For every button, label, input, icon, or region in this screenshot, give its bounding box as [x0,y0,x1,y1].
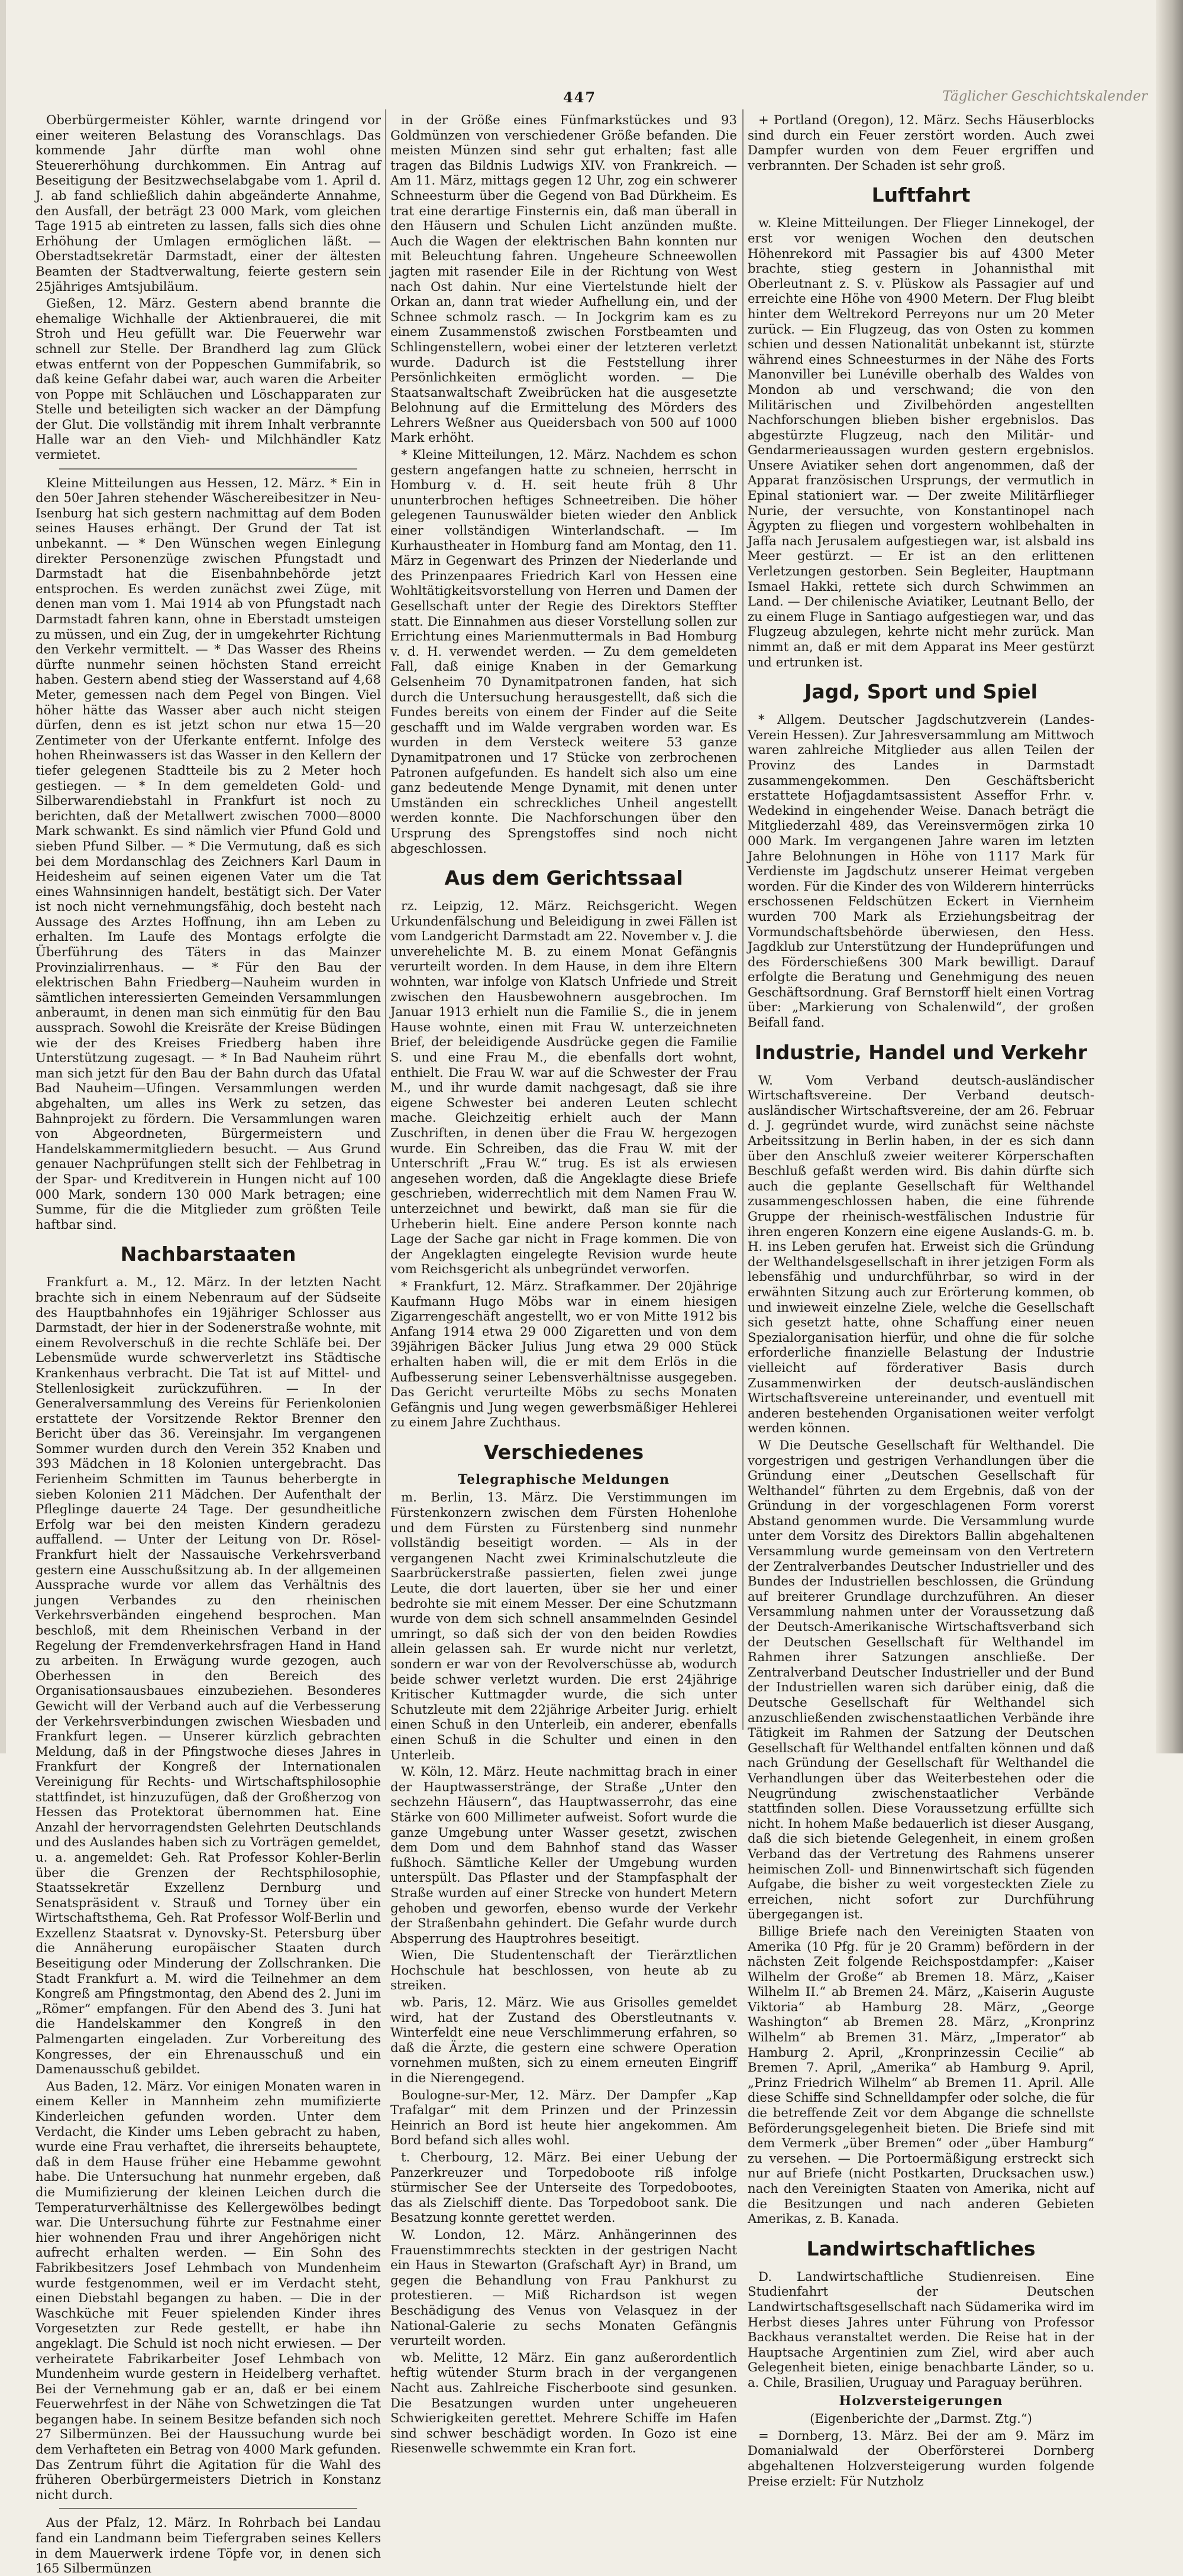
article-paragraph: * Kleine Mitteilungen, 12. März. Nachdem es schon gestern angefangen hatte zu schneien, herrscht in Homburg v. d. H. seit heute früh 8 Uhr ununterbrochen heftiges Schneetreiben. Die höher gelegenen Taunuswälder bieten wieder den Anblick einer vollständigen Winterlandschaft. — Im Kurhaustheater in Homburg fand am Montag, den 11. März in Gegenwart des Prinzen der Niederlande und des Prinzenpaares Friedrich Karl von Hessen eine Wohltätigkeitsvorstellung von Herren und Damen der Gesellschaft unter der Regie des Direktors Steffter statt. Die Einnahmen aus dieser Vorstellung sollen zur Errichtung eines Marienmuttermals in Bad Homburg v. d. H. verwendet werden. — Zu dem gemeldeten Fall, daß einige Knaben in der Gemarkung Gelsenheim 70 Dynamitpatronen fanden, hat sich durch die Untersuchung herausgestellt, daß sich die Fundes bereits von einem der Finder auf die Seite geschafft und im Walde vergraben worden war. Es wurden in dem Versteck weitere 53 ganze Dynamitpatronen und 17 Stücke von zerbrochenen Patronen aufgefunden. Es handelt sich also um eine ganz bedeutende Menge Dynamit, mit denen unter Umständen ein schreckliches Unheil angestellt werden konnte. Die Nachforschungen über den Ursprung des Sprengstoffes sind noch nicht abgeschlossen. [390,447,737,856]
column-2 [390,112,737,2456]
column-3 [748,112,1094,2488]
column-rule-2 [742,109,744,1730]
divider [59,2508,357,2509]
article-paragraph: W. Köln, 12. März. Heute nachmittag brach in einer der Hauptwasserstränge, der Straße „Unter den sechzehn Häusern“, das Hauptwasserrohr, das eine Stärke von 600 Millimeter aufweist. Sofort wurde die ganze Umgebung unter Wasser gesetzt, zwischen dem Dom und dem Bahnhof stand das Wasser fußhoch. Sämtliche Keller der Umgebung wurden unterspült. Das Pflaster und der Stampfasphalt der Straße wurden auf einer Strecke von hundert Metern gehoben und geworfen, ebenso wurde der Verkehr der Straßenbahn gehindert. Die Gefahr wurde durch Absperrung des Hauptrohres beseitigt. [390,1764,737,1946]
section-heading: Luftfahrt [871,183,971,207]
article-paragraph: in der Größe eines Fünfmarkstückes und 93 Goldmünzen von verschiedener Größe befanden. Die meisten Münzen sind sehr gut erhalten; fast alle tragen das Bildnis Ludwigs XIV. von Frankreich. — Am 11. März, mittags gegen 12 Uhr, zog ein schwerer Schneesturm über die Gegend von Bad Dürkheim. Es trat eine derartige Finsternis ein, daß man überall in den Häusern und Schulen Licht anzünden mußte. Auch die Wagen der elektrischen Bahn konnten nur mit Beleuchtung fahren. Ungeheure Schneewollen jagten mit rasender Eile in der Richtung von West nach Ost dahin. Nur eine Viertelstunde hielt der Orkan an, dann trat wieder Aufhellung ein, und der Schnee schmolz rasch. — In Jockgrim kam es zu einem Zusammenstoß zwischen Forstbeamten und Schlingenstellern, wobei einer der letzteren verletzt wurde. Dadurch ist die Feststellung ihrer Persönlichkeiten ermöglicht worden. — Die Staatsanwaltschaft Zweibrücken hat die ausgesetzte Belohnung auf die Ermittelung des Mörders des Lehrers Weßner aus Queidersbach von 500 auf 1000 Mark erhöht. [390,112,737,445]
section-heading: Jagd, Sport und Spiel [804,680,1037,704]
article-paragraph: Boulogne-sur-Mer, 12. März. Der Dampfer „Kap Trafalgar“ mit dem Prinzen und der Prinzessin Heinrich an Bord ist heute hier angekommen. Am Bord befand sich alles wohl. [390,2087,737,2148]
page-number: 447 [563,89,597,106]
divider [59,468,357,470]
article-paragraph: m. Berlin, 13. März. Die Verstimmungen im Fürstenkonzern zwischen dem Fürsten Hohenlohe und dem Fürsten zu Fürstenberg sind nunmehr vollständig beseitigt worden. — Als in der vergangenen Nacht zwei Kriminalschutzleute die Saarbrückerstraße passierten, fielen zwei junge Leute, die dort lauerten, über sie her und einer bedrohte sie mit einem Messer. Der eine Schutzmann wurde von dem sich schnell ansammelnden Gesindel umringt, so daß sich der von den beiden Rowdies allein gelassen sah. Er wurde nicht nur verletzt, sondern er war von der Revolverschüsse ab, wodurch beide schwer verletzt wurden. Die erst 24jährige Kritischer Kuttmagder wurde, die sich unter Schutzleute mit dem 22jährige Arbeiter Jurig. erhielt einen Schuß in den Unterleib, ein anderer, ebenfalls einen Schuß in die Schulter und einen in den Unterleib. [390,1490,737,1762]
running-title: Täglicher Geschichtskalender [942,89,1148,104]
article-paragraph: wb. Melitte, 12 März. Ein ganz außerordentlich heftig wütender Sturm brach in der vergangenen Nacht aus. Zahlreiche Fischerboote sind gesunken. Die Besatzungen wurden unter ungeheueren Schwierigkeiten gerettet. Mehrere Schiffe im Hafen sind schwer beschädigt worden. In Gozo ist eine Riesenwelle schwemmte ein Kran fort. [390,2350,737,2456]
section-heading: Aus dem Gerichtssaal [444,866,683,890]
section-heading: Landwirtschaftliches [806,2237,1036,2260]
section-heading: Nachbarstaaten [120,1242,296,1266]
subheading: Telegraphische Meldungen [457,1471,670,1487]
column-rule-1 [385,109,386,1730]
article-paragraph: W. Vom Verband deutsch-ausländischer Wirtschaftsvereine. Der Verband deutsch-ausländischer Wirtschaftsvereine, der am 26. Februar d. J. gegründet wurde, wird zunächst seine nächste Arbeitssitzung in Berlin haben, in der es sich dann über den Anschluß zweier weiterer Körperschaften Beschluß gefaßt werden wird. Bis dahin dürfte sich auch die geplante Gesellschaft für Welthandel zusammengeschlossen haben, die eine führende Gruppe der rheinisch-westfälischen Industrie für ihren engeren Konzern eine eigene Auslands-G. m. b. H. ins Leben gerufen hat. Erweist sich die Gründung der Welthandelsgesellschaft in ihrer jetzigen Form als lebensfähig und undurchführbar, so wird in der erwähnten Sitzung auch zur Erörterung kommen, ob und inwieweit einzelne Ziele, welche die Gesellschaft sich gesetzt hatte, ohne Schaffung einer neuen Spezialorganisation hierfür, und ohne die für solche erforderliche finanzielle Belastung der Industrie vielleicht auf förderativer Basis durch Zusammenwirken der deutsch-ausländischen Wirtschaftsvereine untereinander, und eventuell mit anderen bestehenden Organisationen weiter verfolgt werden können. [748,1072,1094,1436]
article-paragraph: * Frankfurt, 12. März. Strafkammer. Der 20jährige Kaufmann Hugo Möbs war in einem hiesigen Zigarrengeschäft angestellt, wo er von Mitte 1912 bis Anfang 1914 etwa 29 000 Zigaretten und von dem 39jährigen Bäcker Julius Jung etwa 29 000 Stück erhalten haben will, die er mit dem Erlös in die Aufbesserung seiner Lebensverhältnisse ausgegeben. Das Gericht verurteilte Möbs zu sechs Monaten Gefängnis und Jung wegen gewerbsmäßiger Hehlerei zu einem Jahre Zuchthaus. [390,1278,737,1430]
article-paragraph: Frankfurt a. M., 12. März. In der letzten Nacht brachte sich in einem Nebenraum auf der Südseite des Hauptbahnhofes ein 19jähriger Schlosser aus Darmstadt, der hier in der Sodenerstraße wohnte, mit einem Revolverschuß in die rechte Schläfe bei. Der Lebensmüde wurde schwerverletzt ins Städtische Krankenhaus verbracht. Die Tat ist auf Mittel- und Stellenlosigkeit zurückzuführen. — In der Generalversammlung des Vereins für Ferienkolonien erstattete der Vorsitzende Rektor Brenner den Bericht über das 36. Vereinsjahr. Im vergangenen Sommer wurden durch den Verein 352 Knaben und 393 Mädchen in 18 Kolonien untergebracht. Das Ferienheim Schmitten im Taunus beherbergte in sieben Kolonien 211 Mädchen. Der Aufenthalt der Pfleglinge dauerte 24 Tage. Der gesundheitliche Erfolg war bei den meisten Kindern geradezu auffallend. — Unter der Leitung von Dr. Rösel-Frankfurt hielt der Nassauische Verkehrsverband gestern eine Ausschußsitzung ab. In der allgemeinen Aussprache wurde vor allem das Verhältnis des jungen Verbandes zu den rheinischen Verkehrsverbänden eingehend besprochen. Man beschloß, mit dem Rheinischen Verband in der Regelung der Fremdenverkehrsfragen Hand in Hand zu arbeiten. In Erwägung wurde gezogen, auch Oberhessen in den Bereich des Organisationsausbaues einzubeziehen. Besonderes Gewicht will der Verband auch auf die Verbesserung der Verkehrsverbindungen zwischen Wiesbaden und Frankfurt legen. — Unserer kürzlich gebrachten Meldung, daß in der Pfingstwoche dieses Jahres in Frankfurt der Kongreß der Internationalen Vereinigung für Rechts- und Wirtschaftsphilosophie stattfindet, ist hinzuzufügen, daß der Großherzog von Hessen das Protektorat übernommen hat. Eine Anzahl der hervorragendsten Gelehrten Deutschlands und des Auslandes haben sich zu Vorträgen gemeldet, u. a. angemeldet: Geh. Rat Professor Kohler-Berlin über die Grenzen der Rechtsphilosophie, Staatssekretär Exzellenz Dernburg und Senatspräsident v. Strauß und Torney über ein Wirtschaftsthema, Geh. Rat Professor Wolf-Berlin und Exzellenz Staatsrat v. Dynovsky-St. Petersburg über die Annäherung europäischer Staaten durch Beseitigung oder Minderung der Zollschranken. Die Stadt Frankfurt a. M. wird die Teilnehmer an dem Kongreß am Pfingstmontag, den Abend des 2. Juni im „Römer“ empfangen. Für den Abend des 3. Juni hat die Handelskammer den Kongreß in den Palmengarten eingeladen. Zur Vorbereitung des Kongresses, der ein Ehrenausschuß und ein Damenausschuß gebildet. [35,1274,381,2077]
article-paragraph: Kleine Mitteilungen aus Hessen, 12. März. * Ein in den 50er Jahren stehender Wäschereibesitzer in Neu-Isenburg hat sich gestern nachmittag auf dem Boden seines Hauses erhängt. Der Grund der Tat ist unbekannt. — * Den Wünschen wegen Einlegung direkter Personenzüge zwischen Pfungstadt und Darmstadt hat die Eisenbahnbehörde jetzt entsprochen. Es werden zunächst zwei Züge, mit denen man vom 1. Mai 1914 ab von Pfungstadt nach Darmstadt fahren kann, ohne in Eberstadt umsteigen zu müssen, und ein Zug, der in umgekehrter Richtung den Verkehr vermittelt. — * Das Wasser des Rheins dürfte nunmehr seinen höchsten Stand erreicht haben. Gestern abend stieg der Wasserstand auf 4,68 Meter, gemessen nach dem Pegel von Bingen. Viel höher hätte das Wasser aber auch nicht steigen dürfen, denn es ist jetzt schon nur etwa 15—20 Zentimeter von der Uferkante entfernt. Infolge des hohen Rheinwassers ist das Wasser in den Kellern der tiefer gelegenen Stadtteile bis zu 2 Meter hoch gestiegen. — * In dem gemeldeten Gold- und Silberwarendiebstahl in Frankfurt ist noch zu berichten, daß der Metallwert zwischen 7000—8000 Mark schwankt. Es sind nämlich vier Pfund Gold und sieben Pfund Silber. — * Die Vermutung, daß es sich bei dem Mordanschlag des Zeichners Karl Daum in Heidesheim auf seinen eigenen Vater um die Tat eines Wahnsinnigen handelt, bestätigt sich. Der Vater ist noch nicht vernehmungsfähig, doch besteht nach Aussage des Arztes Hoffnung, ihn am Leben zu erhalten. Im Laufe des Montags erfolgte die Überführung des Täters in das Mainzer Provinzialirrenhaus. — * Für den Bau der elektrischen Bahn Friedberg—Nauheim wurden in sämtlichen interessierten Gemeinden Versammlungen anberaumt, in denen man sich einmütig für den Bau aussprach. Sowohl die Kreisräte der Kreise Büdingen wie der des Kreises Friedberg haben ihre Unterstützung zugesagt. — * In Bad Nauheim rührt man sich jetzt für den Bau der Bahn durch das Ufatal Bad Nauheim—Ufingen. Versammlungen werden abgehalten, um alles ins Werk zu setzen, das Bahnprojekt zu fördern. Die Versammlungen waren von Abgeordneten, Bürgermeistern und Handelskammermitgliedern besucht. — Aus Grund genauer Nachprüfungen stellt sich der Fehlbetrag in der Spar- und Kreditverein in Hungen nicht auf 100 000 Mark, sondern 130 000 Mark betragen; eine Summe, für die die Mitglieder zum größten Teile haftbar sind. [35,475,382,1232]
section-heading: Verschiedenes [483,1440,644,1464]
article-paragraph: W. London, 12. März. Anhängerinnen des Frauenstimmrechts steckten in der gestrigen Nacht ein Haus in Stewarton (Grafschaft Ayr) in Brand, um gegen die Behandlung von Frau Pankhurst zu protestieren. — Miß Richardson ist wegen Beschädigung des Venus von Velasquez in der National-Galerie zu sechs Monaten Gefängnis verurteilt worden. [390,2227,737,2348]
article-paragraph: Billige Briefe nach den Vereinigten Staaten von Amerika (10 Pfg. für je 20 Gramm) befördern in der nächsten Zeit folgende Reichspostdampfer: „Kaiser Wilhelm der Große“ ab Bremen 18. März, „Kaiser Wilhelm II.“ ab Bremen 24. März, „Kaiserin Auguste Viktoria“ ab Hamburg 28. März, „George Washington“ ab Bremen 28. März, „Kronprinz Wilhelm“ ab Bremen 31. März, „Imperator“ ab Hamburg 2. April, „Kronprinzessin Cecilie“ ab Bremen 7. April, „Amerika“ ab Hamburg 9. April, „Prinz Friedrich Wilhelm“ ab Bremen 11. April. Alle diese Schiffe sind Schnelldampfer oder solche, die für die betreffende Zeit vor dem Abgange die schnellste Beförderungsgelegenheit bieten. Die Briefe sind mit dem Vermerk „über Bremen“ oder „über Hamburg“ zu versehen. — Die Portoermäßigung erstreckt sich nur auf Briefe (nicht Postkarten, Drucksachen usw.) nach den Vereinigten Staaten von Amerika, nicht auf die Besitzungen und nach anderen Gebieten Amerikas, z. B. Kanada. [748,1923,1094,2227]
article-paragraph: = Dornberg, 13. März. Bei der am 9. März im Domanialwald der Oberförsterei Dornberg abgehaltenen Holzversteigerung wurden folgende Preise erzielt: Für Nutzholz [748,2428,1094,2488]
article-paragraph: * Allgem. Deutscher Jagdschutzverein (Landes-Verein Hessen). Zur Jahresversammlung am Mittwoch waren zahlreiche Mitglieder aus allen Teilen der Provinz des Landes in Darmstadt zusammengekommen. Den Geschäftsbericht erstattete Hofjagdamtsassistent Asseffor Frhr. v. Wedekind in eingehender Weise. Danach beträgt die Mitgliederzahl 489, das Vereinsvermögen zirka 10 000 Mark. Im vergangenen Jahre waren im letzten Jahre Belohnungen in Höhe von 1117 Mark für Verdienste im Jagdschutz unserer Heimat vergeben worden. Für die Kinder des von Wilderern hinterrücks erschossenen Feldschützen Eckert in Viernheim wurden 700 Mark als Erziehungsbeitrag der Vormundschaftsbehörde überwiesen, den Hess. Jagdklub zur Unterstützung der Hundeprüfungen und des Förderschießens 300 Mark bewilligt. Darauf erfolgte die Beratung und Genehmigung des neuen Geschäftsordnung. Graf Bernstorff hielt einen Vortrag über: „Markierung von Schalenwild“, der großen Beifall fand. [748,712,1094,1030]
article-paragraph: Wien, Die Studentenschaft der Tierärztlichen Hochschule hat beschlossen, von heute ab zu streiken. [390,1947,737,1993]
scan-left-edge [0,0,6,1753]
column-1 [35,112,382,2576]
subheading: Holzversteigerungen [839,2393,1003,2409]
article-paragraph: D. Landwirtschaftliche Studienreisen. Eine Studienfahrt der Deutschen Landwirtschaftsgesellschaft nach Südamerika wird im Herbst dieses Jahres unter Führung von Professor Backhaus veranstaltet werden. Die Reise hat in der Hauptsache Argentinien zum Ziel, wird aber auch Gelegenheit bieten, einige benachbarte Länder, so u. a. Chile, Brasilien, Uruguay und Paraguay berühren. [748,2268,1094,2390]
article-paragraph: W Die Deutsche Gesellschaft für Welthandel. Die vorgestrigen und gestrigen Verhandlungen über die Gründung einer „Deutschen Gesellschaft für Welthandel“ führten zu dem Ergebnis, daß von der Gründung in der vorgeschlagenen Form vorerst Abstand genommen wurde. Die Versammlung wurde unter dem Vorsitz des Direktors Ballin abgehaltenen Versammlung wurde gemeinsam von den Vertretern der Zentralverbandes Deutscher Industrieller und des Bundes der Industriellen beschlossen, die Gründung auf breiterer Grundlage durchzuführen. An dieser Versammlung nahmen unter der Voraussetzung daß der Deutsch-Amerikanische Wirtschaftsverband sich der Deutschen Gesellschaft für Welthandel im Rahmen ihrer Satzungen anschließe. Der Zentralverband Deutscher Industrieller und der Bund der Industriellen waren sich darüber einig, daß die Deutsche Gesellschaft für Welthandel sich anzuschließenden zwischenstaatlichen Verbände ihre Tätigkeit im Rahmen der Satzung der Deutschen Gesellschaft für Welthandel entfalten können und daß nach Gründung der Gesellschaft für Welthandel die Verhandlungen über das Weiterbestehen oder die Neugründung zwischenstaatlicher Verbände stattfinden sollen. Diese Voraussetzung erfüllte sich nicht. In hohem Maße bedauerlich ist dieser Ausgang, daß die sich bietende Gelegenheit, in einem großen Verband das der Vertretung des Rahmens unserer heimischen Zoll- und Binnenwirtschaft sich fügenden Aufgabe, die bisher zu weit vorgesteckten Ziele zu erreichen, nicht sofort zur Durchführung übergegangen ist. [748,1437,1094,1922]
article-paragraph: Aus Baden, 12. März. Vor einigen Monaten waren in einem Keller in Mannheim zehn mumifizierte Kinderleichen gefunden worden. Unter dem Verdacht, die Kinder ums Leben gebracht zu haben, wurde eine Frau verhaftet, die ihrerseits behauptete, daß in dem Hause früher eine Hebamme gewohnt habe. Die Untersuchung hat nunmehr ergeben, daß die Mumifizierung der kleinen Leichen durch die Temperaturverhältnisse des Kellergewölbes bedingt war. Die Untersuchung führte zur Festnahme einer hier wohnenden Frau und ihrer Angehörigen nicht aufrecht erhalten werden. — Ein Sohn des Fabrikbesitzers Josef Lehmbach von Mundenheim wurde festgenommen, weil er im Verdacht steht, einen Diebstahl begangen zu haben. — Die in der Waschküche mit Feuer spielenden Kinder ihres Vorgesetzten zur Rede gestellt, er habe ihn angeklagt. Die Schuld ist noch nicht erwiesen. — Der verheiratete Fabrikarbeiter Josef Lehmbach von Mundenheim wurde gestern in Heidelberg verhaftet. Bei der Vernehmung gab er an, daß er bei einem Feuerwehrfest in der Nähe von Schwetzingen die Tat begangen habe. In seinem Besitze befanden sich noch 27 Silbermünzen. Bei der Haussuchung wurde bei dem Verhafteten ein Betrag von 4000 Mark gefunden. Das Zentrum führt die Agitation für die Wahl des früheren Oberbürgermeisters Dietrich in Konstanz nicht durch. [35,2078,381,2502]
article-paragraph: wb. Paris, 12. März. Wie aus Grisolles gemeldet wird, hat der Zustand des Oberstleutnants v. Winterfeldt eine neue Verschlimmerung erfahren, so daß die Ärzte, die gestern eine schwere Operation vornehmen mußten, sich zu einem erneuten Eingriff in die Nierengegend. [390,1995,737,2086]
article-paragraph: rz. Leipzig, 12. März. Reichsgericht. Wegen Urkundenfälschung und Beleidigung in zwei Fällen ist vom Landgericht Darmstadt am 22. November v. J. die unverehelichte M. B. zu einem Monat Gefängnis verurteilt worden. In dem Hause, in dem ihre Eltern wohnten, war infolge von Klatsch Unfriede und Streit zwischen den Hausbewohnern ausgebrochen. Im Januar 1913 erhielt nun die Familie S., die in jenem Hause wohnte, einen mit Frau W. unterzeichneten Brief, der beleidigende Ausdrücke gegen die Familie S. und eine Frau M., die ebenfalls dort wohnt, enthielt. Die Frau W. war auf die Schwester der Frau M., und ihr wurde damit nachgesagt, daß sie ihre eigene Schwester bei anderen Leuten schlecht mache. Gleichzeitig erhielt auch der Mann Zuschriften, in denen über die Frau W. hergezogen wurde. Ein Schreiben, das die Frau W. mit der Unterschrift „Frau W.“ trug. Es ist als erwiesen angesehen worden, daß die Angeklagte diese Briefe geschrieben, widerrechtlich mit dem Namen Frau W. unterzeichnet und bewirkt, daß man sie für die Urheberin hielt. Eine andere Person konnte nach Lage der Sache gar nicht in Frage kommen. Die von der Angeklagten eingelegte Revision wurde heute vom Reichsgericht als unbegründet verworfen. [390,898,737,1277]
article-paragraph: w. Kleine Mitteilungen. Der Flieger Linnekogel, der erst vor wenigen Wochen den deutschen Höhenrekord mit Passagier bis auf 4300 Meter brachte, stieg gestern in Johannisthal mit Oberleutnant z. S. v. Plüskow als Passagier auf und erreichte eine Höhe von 4900 Metern. Der Flug bleibt hinter dem Weltrekord Perreyons nur um 20 Meter zurück. — Ein Flugzeug, das von Osten zu kommen schien und dessen Nationalität unbekannt ist, stürzte während eines Schneesturmes in der Nähe des Forts Manonviller bei Lunéville oberhalb des Waldes von Mondon ab und verschwand; die von den Militärischen und Zivilbehörden angestellten Nachforschungen blieben bisher ergebnislos. Das abgestürzte Flugzeug, nach den Militär- und Gendarmerieaussagen wurden gestern ergebnislos. Unsere Aviatiker sehen dort angenommen, daß der Apparat französischen Ursprungs, der vermutlich in Epinal stationiert war. — Der zweite Militärflieger Nurie, der versuchte, von Konstantinopel nach Ägypten zu fliegen und vorgestern wohlbehalten in Jaffa nach Jerusalem aufgestiegen war, ist alsbald ins Meer gestürzt. — Er ist an den erlittenen Verletzungen gestorben. Sein Begleiter, Hauptmann Ismael Hakki, rettete sich durch Schwimmen an Land. — Der chilenische Aviatiker, Leutnant Bello, der zu einem Fluge in Santiago aufgestiegen war, und das Flugzeug abzulegen, kehrte nicht mehr zurück. Man nimmt an, daß er mit dem Apparat ins Meer gestürzt und ertrunken ist. [748,215,1094,669]
article-paragraph: (Eigenberichte der „Darmst. Ztg.“) [810,2411,1032,2426]
article-paragraph: t. Cherbourg, 12. März. Bei einer Uebung der Panzerkreuzer und Torpedoboote riß infolge stürmischer See der Unterseite des Torpedobootes, das als Zielschiff diente. Das Torpedoboot sank. Die Besatzung konnte gerettet werden. [390,2150,737,2225]
section-heading: Industrie, Handel und Verkehr [754,1040,1088,1064]
scan-binding-shadow [1156,0,1183,1753]
article-paragraph: Oberbürgermeister Köhler, warnte dringend vor einer weiteren Belastung des Voranschlags. Das kommende Jahr dürfte man wohl ohne Steuererhöhung durchkommen. Ein Antrag auf Beseitigung der Besitzwechselabgabe vom 1. April d. J. ab fand schließlich dahin abgeänderte Annahme, den Ausfall, der beträgt 23 000 Mark, vom gleichen Tage 1915 ab eintreten zu lassen, falls sich dies ohne Erhöhung der Umlagen ermöglichen läßt. — Oberstadtsekretär Darmstadt, einer der ältesten Beamten der Stadtverwaltung, feierte gestern sein 25jähriges Amtsjubiläum. [35,112,381,294]
article-paragraph: + Portland (Oregon), 12. März. Sechs Häuserblocks sind durch ein Feuer zerstört worden. Auch zwei Dampfer wurden von dem Feuer ergriffen und verbrannten. Der Schaden ist sehr groß. [748,112,1094,173]
article-paragraph: Aus der Pfalz, 12. März. In Rohrbach bei Landau fand ein Landmann beim Tiefergraben seines Kellers in dem Mauerwerk irdene Töpfe vor, in denen sich 165 Silbermünzen [35,2515,381,2576]
article-paragraph: Gießen, 12. März. Gestern abend brannte die ehemalige Wichhalle der Aktienbrauerei, die mit Stroh und Heu gefüllt war. Die Feuerwehr war schnell zur Stelle. Der Brandherd lag zum Glück etwas entfernt von der Poppeschen Gummifabrik, so daß keine Gefahr dabei war, auch waren die Arbeiter von Poppe mit Schläuchen und Löschapparaten zur Stelle und beteiligten sich wacker an der Dämpfung der Glut. Die vollständig mit ihrem Inhalt verbrannte Halle war an den Vieh- und Milchhändler Katz vermietet. [35,296,381,462]
